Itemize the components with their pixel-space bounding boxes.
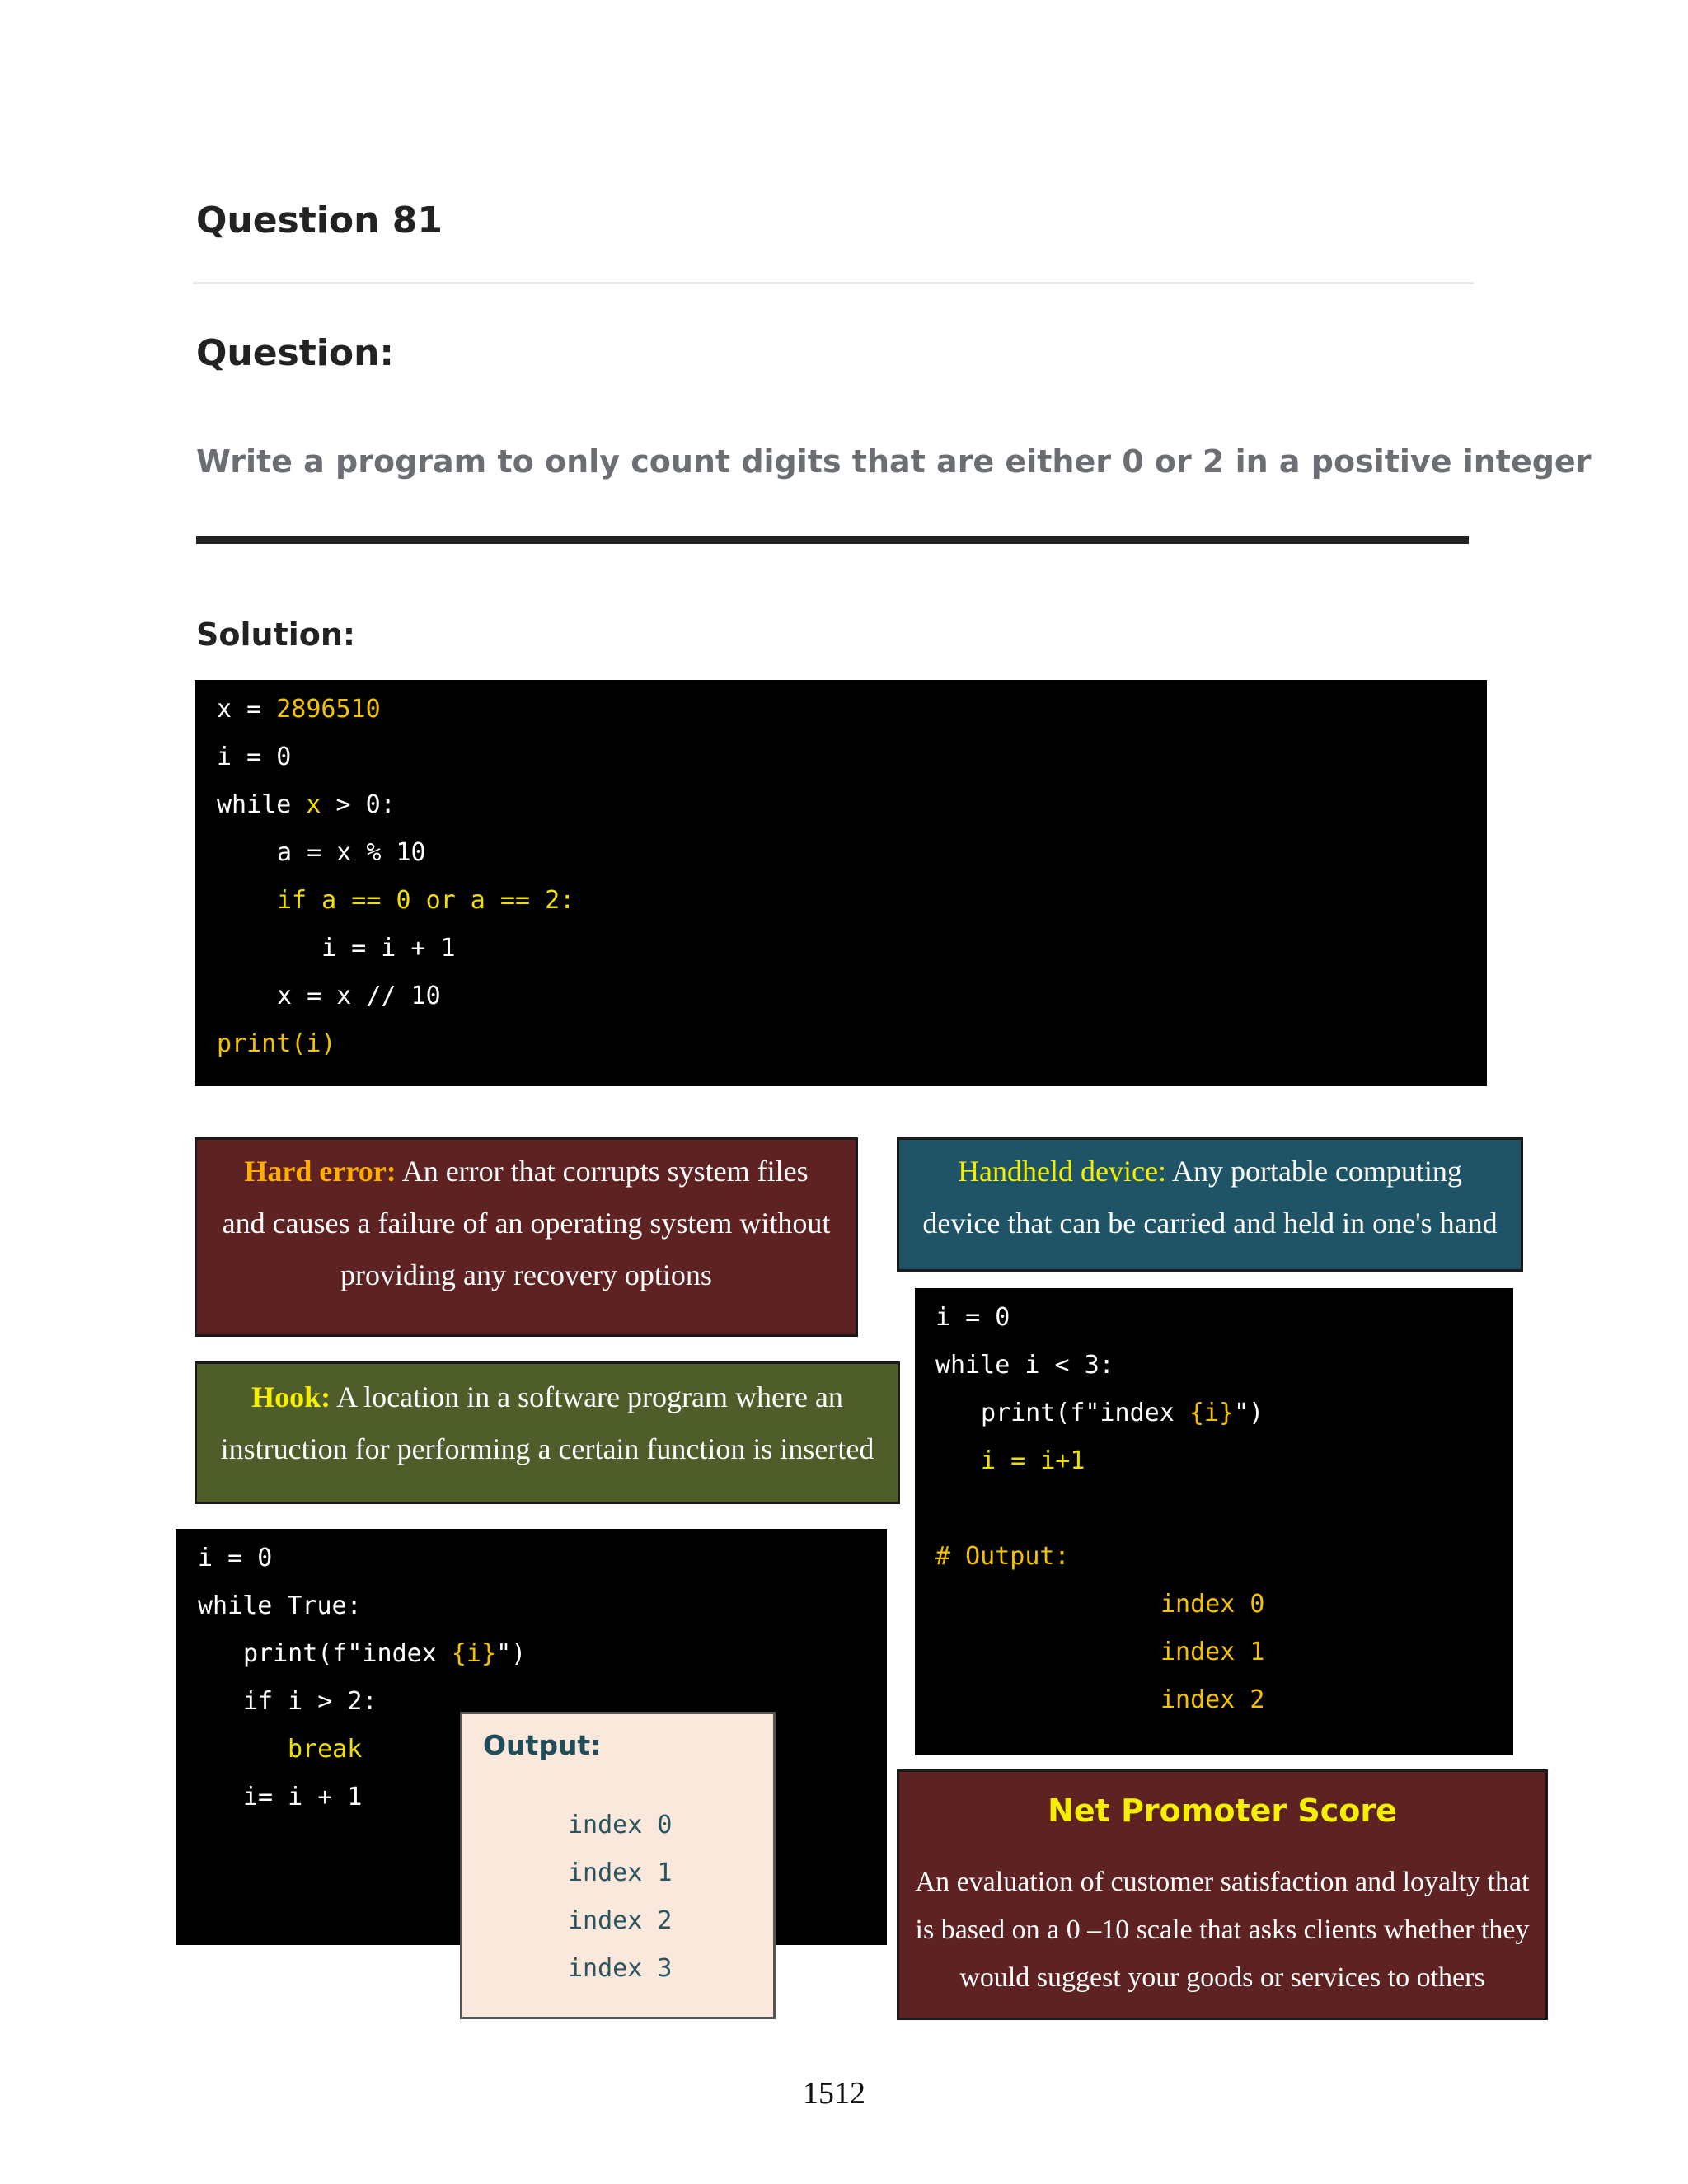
code-line: i = 0 bbox=[935, 1303, 1010, 1332]
code-line: while x > 0: bbox=[217, 790, 396, 819]
output-line: index 2 bbox=[1160, 1685, 1265, 1714]
code-line: i = i+1 bbox=[981, 1446, 1085, 1475]
output-line: index 0 bbox=[1160, 1590, 1265, 1619]
hard-error-definition: Hard error: An error that corrupts system files and causes a failure of an operating system without providing any recovery options bbox=[195, 1137, 858, 1337]
code-line: break bbox=[288, 1735, 363, 1764]
output-line: index 1 bbox=[568, 1858, 673, 1887]
question-text: Write a program to only count digits that are either 0 or 2 in a positive integer bbox=[196, 443, 1592, 480]
thin-divider bbox=[193, 282, 1474, 284]
code-line: while True: bbox=[198, 1591, 362, 1620]
code-line: while i < 3: bbox=[935, 1351, 1114, 1380]
while-loop-code-block bbox=[915, 1288, 1513, 1755]
code-line: print(i) bbox=[217, 1029, 336, 1058]
code-line: if a == 0 or a == 2: bbox=[277, 886, 575, 915]
code-line: i= i + 1 bbox=[243, 1783, 363, 1811]
output-line: index 1 bbox=[1160, 1638, 1265, 1666]
code-line: x = 2896510 bbox=[217, 695, 381, 724]
code-line: if i > 2: bbox=[243, 1687, 377, 1716]
code-line: i = 0 bbox=[217, 743, 292, 771]
page-number: 1512 bbox=[803, 2076, 865, 2111]
handheld-device-definition: Handheld device: Any portable computing device that can be carried and held in one's hand bbox=[897, 1137, 1523, 1272]
code-line: print(f"index {i}") bbox=[981, 1399, 1264, 1427]
code-line: print(f"index {i}") bbox=[243, 1639, 527, 1668]
nps-title: Net Promoter Score bbox=[1048, 1793, 1397, 1829]
question-number-heading: Question 81 bbox=[196, 199, 443, 241]
output-line: index 0 bbox=[568, 1811, 673, 1840]
code-comment: # Output: bbox=[935, 1542, 1070, 1571]
net-promoter-score-definition bbox=[897, 1769, 1548, 2020]
code-line: i = i + 1 bbox=[321, 934, 456, 963]
code-line: a = x % 10 bbox=[277, 838, 426, 867]
hook-definition: Hook: A location in a software program where an instruction for performing a certain function is inserted bbox=[195, 1361, 900, 1504]
output-line: index 2 bbox=[568, 1906, 673, 1935]
code-line: x = x // 10 bbox=[277, 982, 441, 1010]
solution-code-block bbox=[195, 680, 1487, 1086]
nps-body: An evaluation of customer satisfaction and loyalty that is based on a 0 –10 scale that asks clients whether they would suggest your goods or services to others bbox=[915, 1867, 1530, 1993]
solution-label: Solution: bbox=[196, 616, 356, 653]
output-line: index 3 bbox=[568, 1954, 673, 1983]
output-box bbox=[460, 1712, 776, 2019]
question-label: Question: bbox=[196, 332, 395, 374]
code-line: i = 0 bbox=[198, 1544, 273, 1572]
output-title: Output: bbox=[483, 1729, 602, 1761]
thick-divider bbox=[196, 536, 1469, 544]
